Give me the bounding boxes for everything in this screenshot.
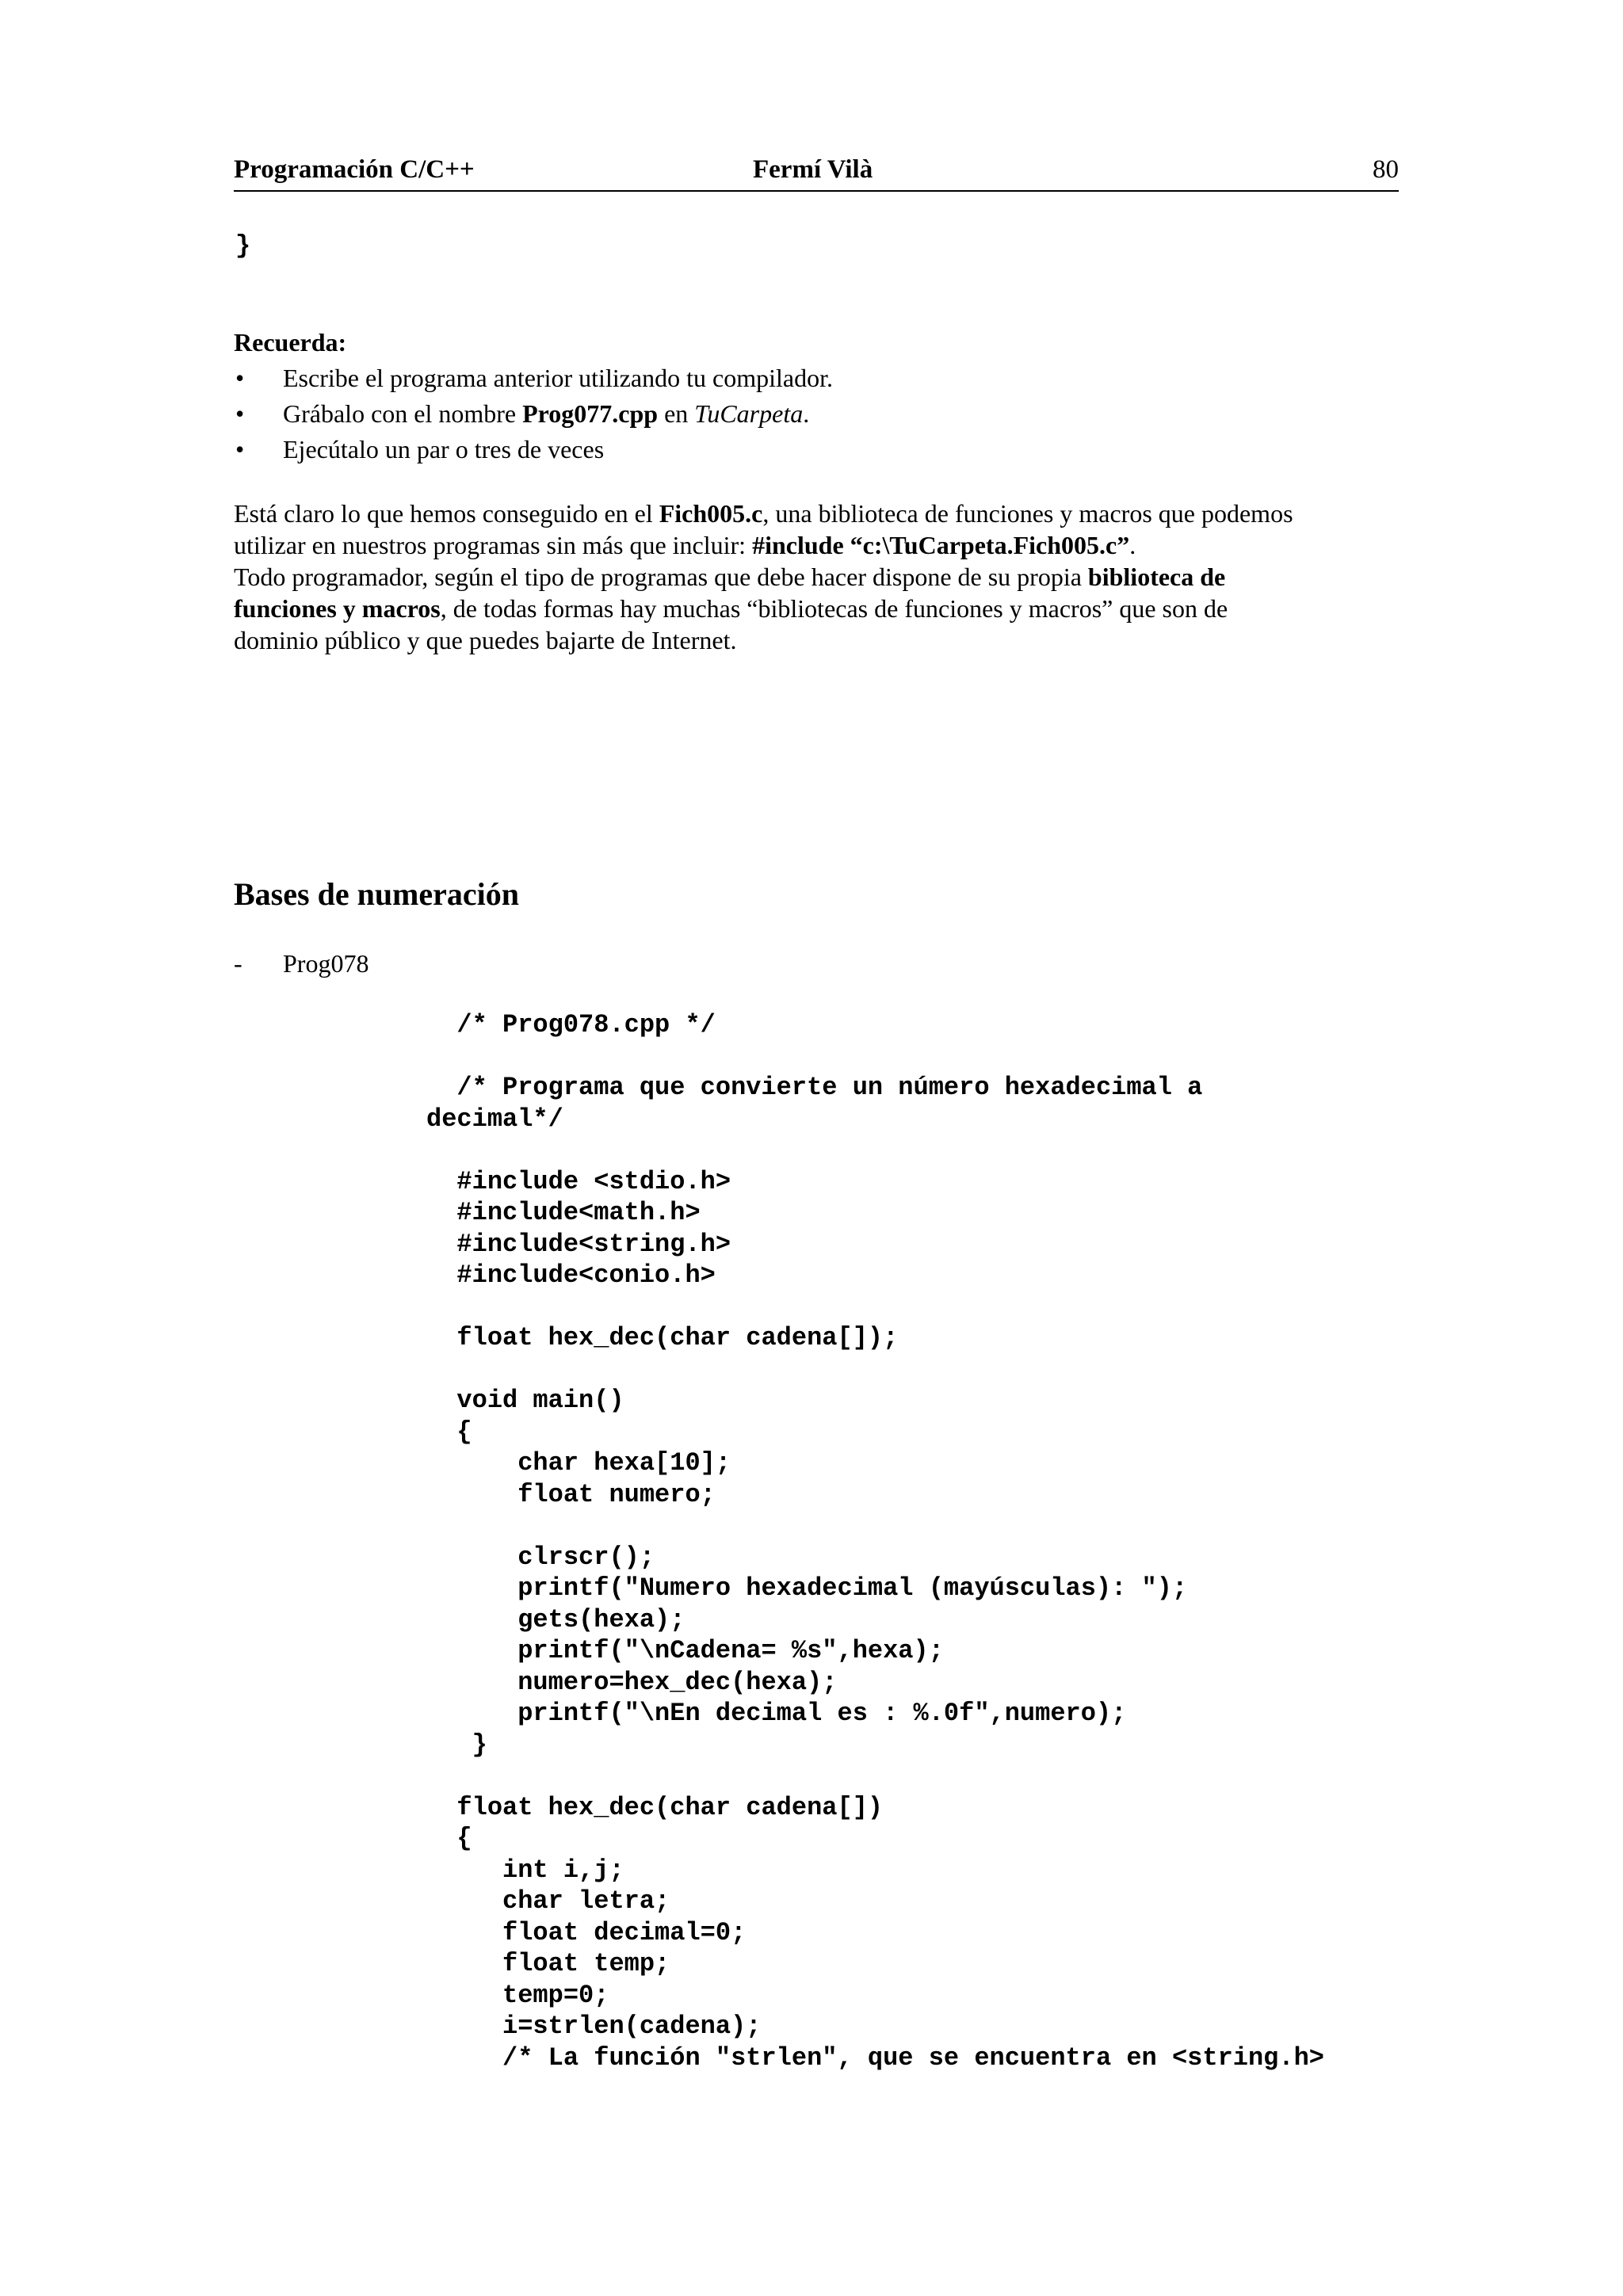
program-label: Prog078	[283, 949, 369, 978]
closing-brace: }	[235, 231, 251, 261]
bullet-icon: •	[235, 435, 245, 463]
program-item	[234, 949, 369, 978]
page-header	[234, 155, 1399, 192]
dash-marker: -	[234, 949, 242, 978]
paragraph-line: Todo programador, según el tipo de programas que debe hacer dispone de su propia biblioteca de	[234, 563, 1226, 591]
page-number: 80	[1373, 155, 1399, 184]
recuerda-list	[234, 360, 833, 467]
paragraph-line: funciones y macros, de todas formas hay muchas “bibliotecas de funciones y macros” que son de	[234, 594, 1228, 623]
list-item: • Escribe el programa anterior utilizando tu compilador.	[234, 360, 833, 396]
bullet-icon: •	[235, 399, 245, 428]
explanation-paragraph	[234, 498, 1423, 656]
header-title: Programación C/C++	[234, 155, 475, 184]
list-item: • Ejecútalo un par o tres de veces	[234, 432, 833, 467]
paragraph-line: Está claro lo que hemos conseguido en el Fich005.c, una biblioteca de funciones y macros que podemos	[234, 499, 1293, 528]
section-heading: Bases de numeración	[234, 876, 519, 912]
paragraph-line: utilizar en nuestros programas sin más que incluir: #include “c:\TuCarpeta.Fich005.c”.	[234, 531, 1136, 559]
paragraph-line: dominio público y que puedes bajarte de Internet.	[234, 626, 737, 654]
code-listing: /* Prog078.cpp */ /* Programa que convierte un número hexadecimal a decimal*/ #include <stdio.h> #include<math.h> #include<string.h> #include<conio.h> float hex_dec(char cadena[]); void main() { char hexa[10]; float numero; clrscr(); printf("Numero hexadecimal (mayúsculas): "); gets(hexa); printf("\nCadena= %s",hexa); numero=hex_dec(hexa); printf("\nEn decimal es : %.0f",numero); } float hex_dec(char cadena[]) { int i,j; char letra; float decimal=0; float temp; temp=0; i=strlen(cadena); /* La función "strlen", que se encuentra en <string.h>	[426, 1010, 1324, 2073]
list-item: • Grábalo con el nombre Prog077.cpp en TuCarpeta.	[234, 396, 833, 432]
recuerda-heading: Recuerda:	[234, 328, 347, 357]
header-author: Fermí Vilà	[753, 155, 873, 184]
bullet-icon: •	[235, 364, 245, 392]
